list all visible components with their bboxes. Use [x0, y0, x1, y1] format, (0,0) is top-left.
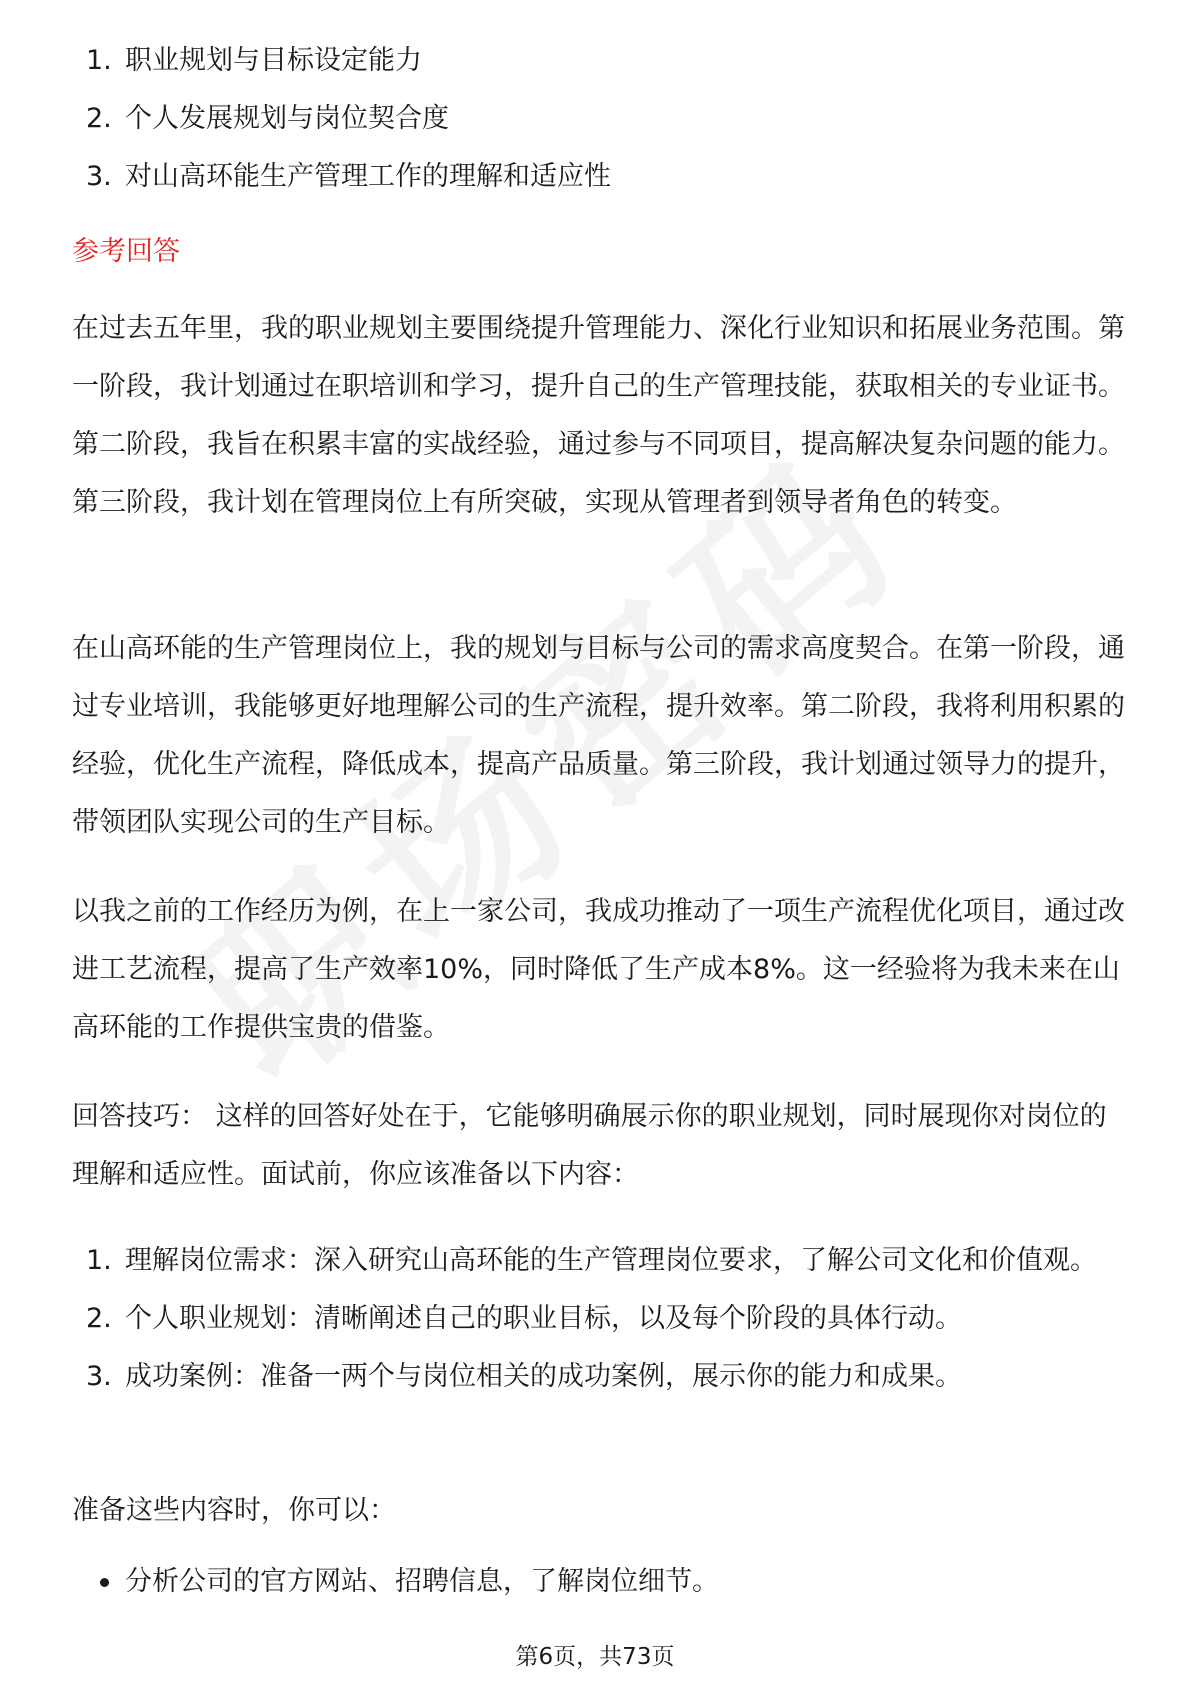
list-item	[72, 1290, 1132, 1348]
answer-heading: 参考回答	[72, 236, 180, 267]
list-number: 1.	[86, 45, 112, 76]
list-item	[72, 1232, 1132, 1290]
tips-paragraph: 回答技巧： 这样的回答好处在于，它能够明确展示你的职业规划，同时展现你对岗位的理解和适应性。面试前，你应该准备以下内容：	[72, 1101, 1107, 1190]
list-item-text: 职业规划与目标设定能力	[125, 45, 422, 76]
answer-paragraph-3: 以我之前的工作经历为例，在上一家公司，我成功推动了一项生产流程优化项目，通过改进工艺流程，提高了生产效率10%，同时降低了生产成本8%。这一经验将为我未来在山高环能的工作提供宝贵的借鉴。	[72, 896, 1125, 1043]
answer-paragraph-1: 在过去五年里，我的职业规划主要围绕提升管理能力、深化行业知识和拓展业务范围。第一阶段，我计划通过在职培训和学习，提升自己的生产管理技能，获取相关的专业证书。第二阶段，我旨在积累丰富的实战经验，通过参与不同项目，提高解决复杂问题的能力。第三阶段，我计划在管理岗位上有所突破，实现从管理者到领导者角色的转变。	[72, 313, 1125, 518]
prep-bullet-list	[72, 1553, 1132, 1611]
list-item-text: 个人职业规划：清晰阐述自己的职业目标，以及每个阶段的具体行动。	[125, 1303, 962, 1334]
list-item	[72, 90, 1132, 148]
prep-intro: 准备这些内容时，你可以：	[72, 1495, 396, 1526]
list-item-text: 个人发展规划与岗位契合度	[125, 103, 449, 134]
list-number: 1.	[86, 1245, 112, 1276]
list-item-text: 对山高环能生产管理工作的理解和适应性	[125, 161, 611, 192]
tips-list	[72, 1232, 1132, 1406]
list-number: 2.	[86, 103, 112, 134]
list-item-text: 分析公司的官方网站、招聘信息，了解岗位细节。	[125, 1566, 719, 1597]
list-item	[72, 148, 1132, 206]
list-item	[72, 1348, 1132, 1406]
list-number: 2.	[86, 1303, 112, 1334]
list-item-text: 理解岗位需求：深入研究山高环能的生产管理岗位要求，了解公司文化和价值观。	[125, 1245, 1097, 1276]
page-number: 第6页，共73页	[515, 1644, 675, 1670]
answer-paragraph-2: 在山高环能的生产管理岗位上，我的规划与目标与公司的需求高度契合。在第一阶段，通过专业培训，我能够更好地理解公司的生产流程，提升效率。第二阶段，我将利用积累的经验，优化生产流程，降低成本，提高产品质量。第三阶段，我计划通过领导力的提升，带领团队实现公司的生产目标。	[72, 633, 1125, 838]
bullet-icon	[100, 1578, 109, 1587]
list-number: 3.	[86, 161, 112, 192]
list-number: 3.	[86, 1361, 112, 1392]
list-item	[72, 1553, 1132, 1611]
list-item	[72, 32, 1132, 90]
list-item-text: 成功案例：准备一两个与岗位相关的成功案例，展示你的能力和成果。	[125, 1361, 962, 1392]
question-points-list	[72, 32, 1132, 206]
